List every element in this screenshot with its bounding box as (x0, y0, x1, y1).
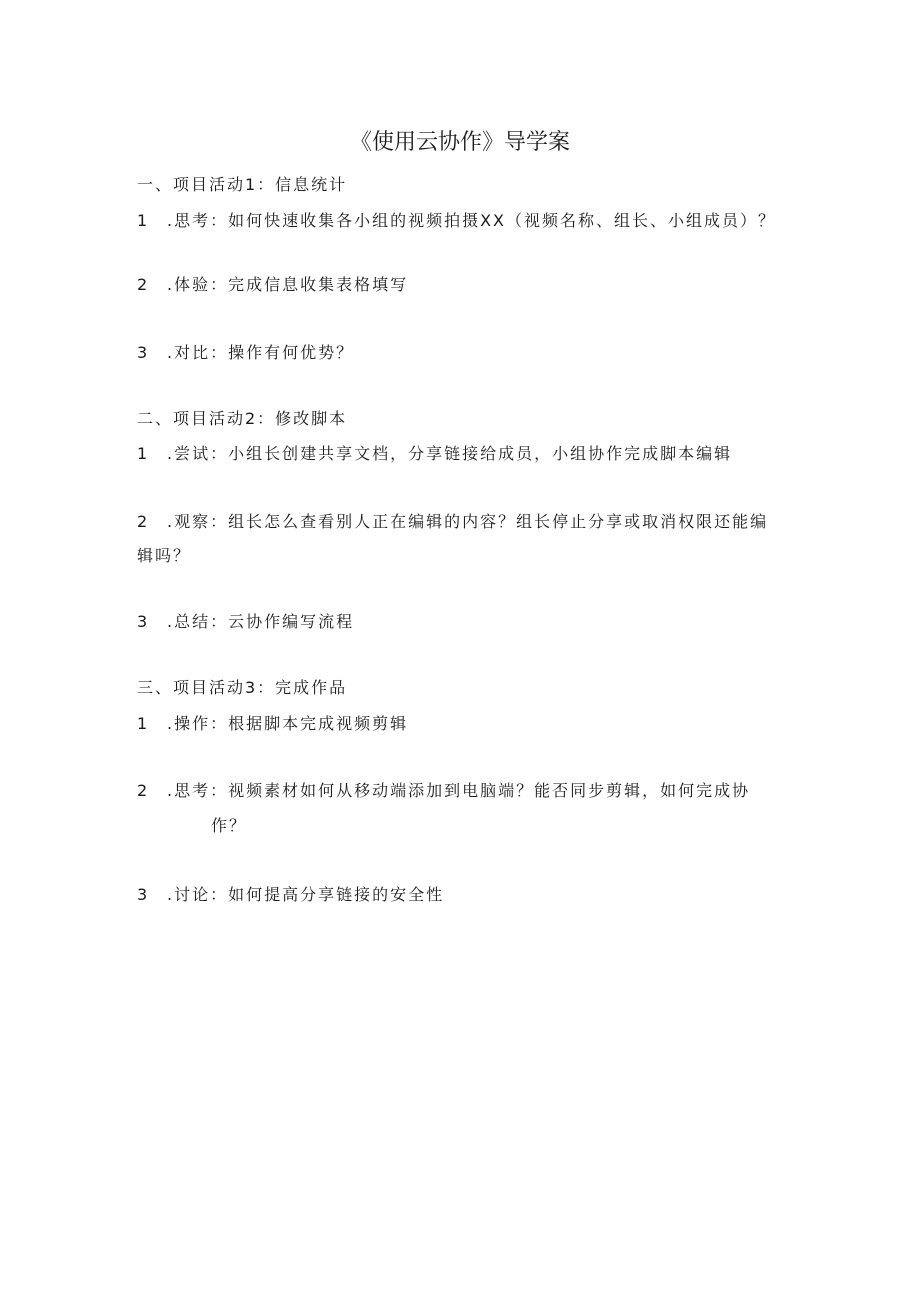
item-number: 1 (137, 444, 150, 463)
section-1-item-1 (137, 210, 776, 232)
item-number: 3 (137, 343, 150, 362)
item-number: 3 (137, 612, 150, 631)
item-text: .观察：组长怎么查看别人正在编辑的内容？组长停止分享或取消权限还能编 (167, 512, 769, 531)
section-3-item-1 (137, 713, 408, 735)
item-text: .操作：根据脚本完成视频剪辑 (167, 714, 409, 733)
item-text: .思考：视频素材如何从移动端添加到电脑端？能否同步剪辑，如何完成协 (167, 781, 751, 800)
item-number: 1 (137, 211, 150, 230)
section-1-item-3 (137, 342, 354, 364)
item-number: 2 (137, 781, 150, 800)
section-2-item-2 (137, 511, 768, 533)
item-text: .讨论：如何提高分享链接的安全性 (167, 885, 445, 904)
section-heading-3: 三、项目活动3：完成作品 (137, 678, 348, 697)
item-text: .总结：云协作编写流程 (167, 612, 355, 631)
section-3-item-2 (137, 780, 750, 802)
section-heading-2: 二、项目活动2：修改脚本 (137, 409, 348, 428)
section-1-item-2 (137, 274, 408, 296)
item-number: 3 (137, 885, 150, 904)
section-3-item-2-continuation: 作？ (211, 816, 248, 835)
section-3-item-3 (137, 884, 444, 906)
item-number: 1 (137, 714, 150, 733)
document-title: 《使用云协作》导学案 (349, 130, 570, 155)
item-text: .思考：如何快速收集各小组的视频拍摄XX（视频名称、组长、小组成员）？ (167, 211, 777, 230)
item-text: .对比：操作有何优势？ (167, 343, 355, 362)
item-text: .体验：完成信息收集表格填写 (167, 275, 409, 294)
item-text: .尝试：小组长创建共享文档，分享链接给成员，小组协作完成脚本编辑 (167, 444, 733, 463)
section-heading-1: 一、项目活动1：信息统计 (137, 175, 348, 194)
section-2-item-3 (137, 611, 354, 633)
section-2-item-1 (137, 443, 732, 465)
item-number: 2 (137, 275, 150, 294)
section-2-item-2-continuation: 辑吗？ (137, 546, 192, 565)
item-number: 2 (137, 512, 150, 531)
